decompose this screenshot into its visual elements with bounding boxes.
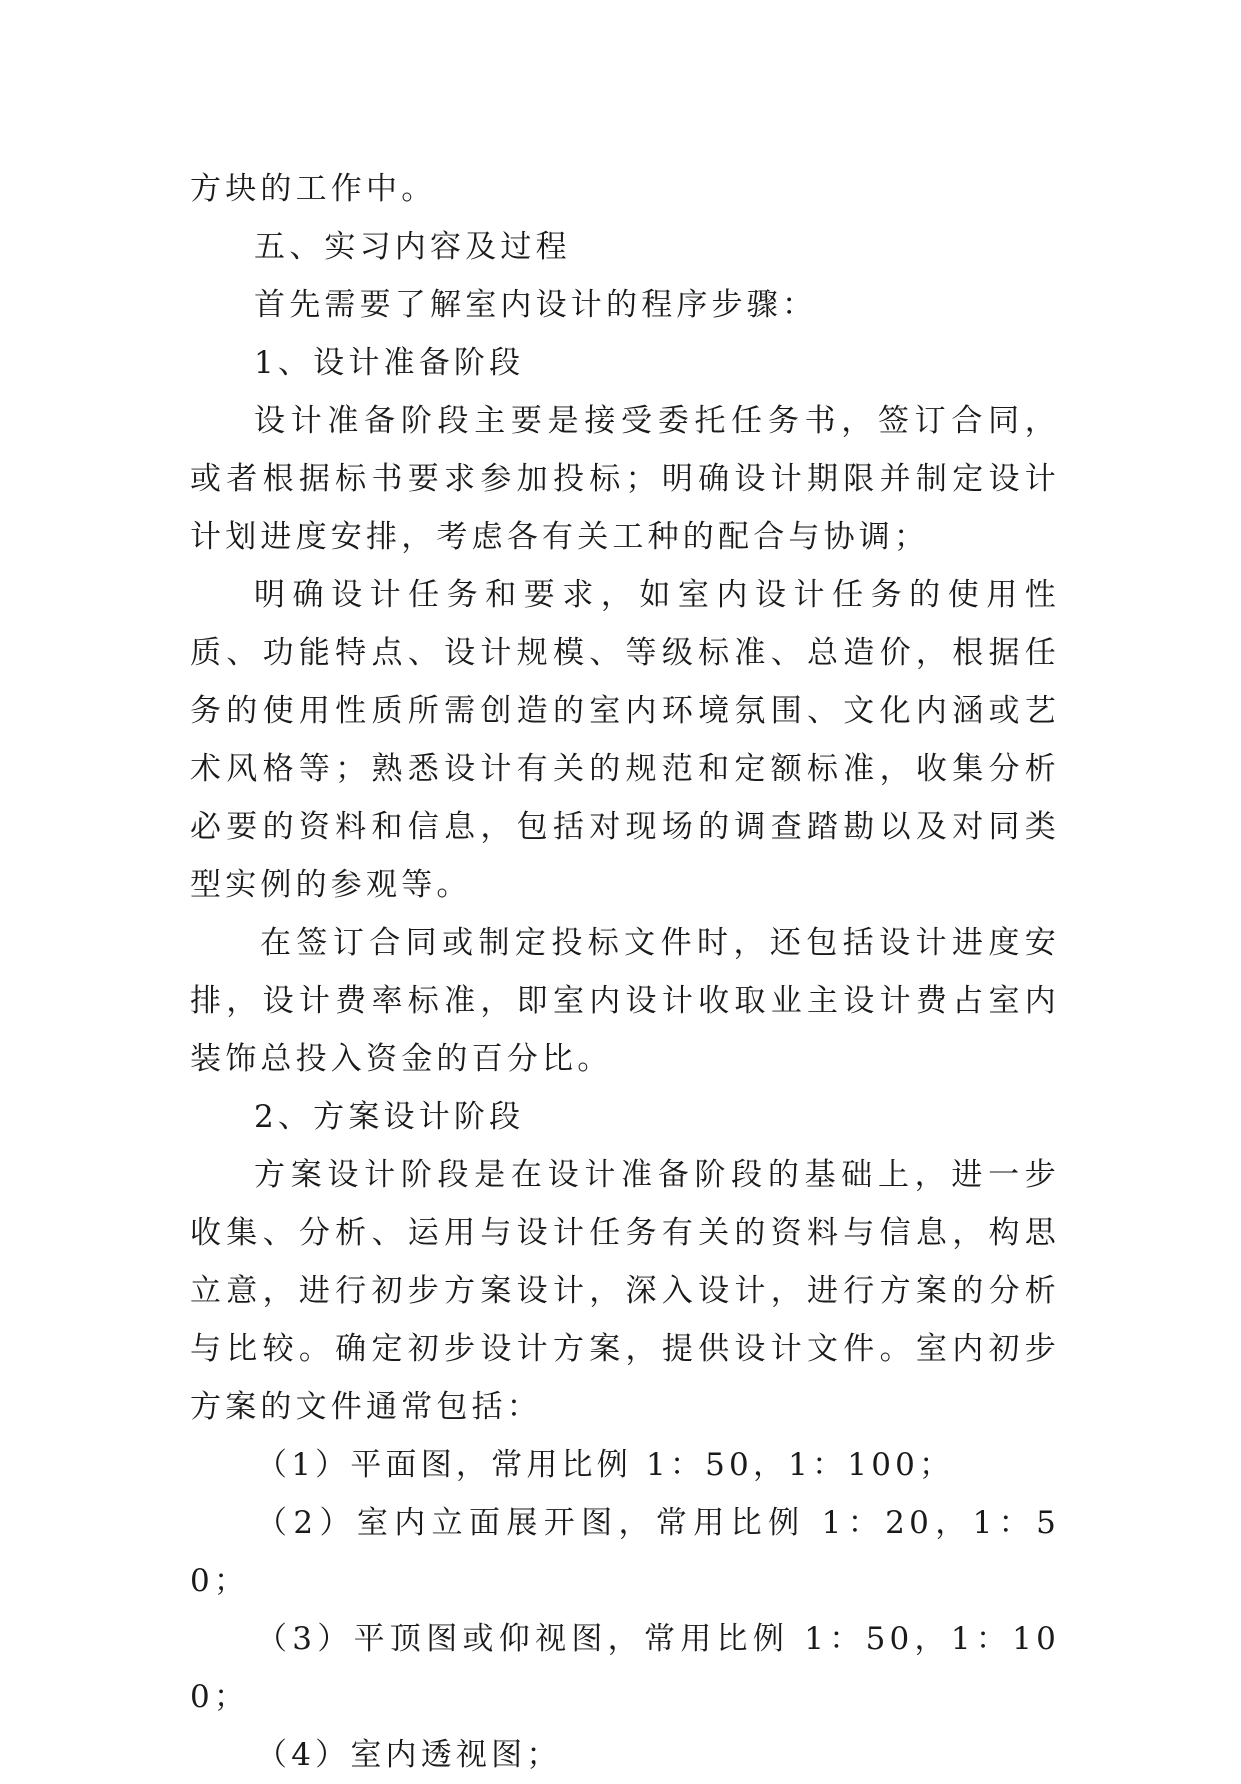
list-item: （2）室内立面展开图，常用比例 1：20，1：50； bbox=[190, 1505, 1060, 1599]
subheading-scheme-stage: 2、方案设计阶段 bbox=[254, 1099, 525, 1135]
subheading-preparation-stage: 1、设计准备阶段 bbox=[254, 345, 525, 381]
paragraph-preparation-3: 在签订合同或制定投标文件时，还包括设计进度安排，设计费率标准，即室内设计收取业主设计费占室内装饰总投入资金的百分比。 bbox=[190, 925, 1060, 1077]
paragraph-intro: 首先需要了解室内设计的程序步骤： bbox=[254, 287, 818, 323]
paragraph-preparation-2: 明确设计任务和要求，如室内设计任务的使用性质、功能特点、设计规模、等级标准、总造价，根据任务的使用性质所需创造的室内环境氛围、文化内涵或艺术风格等；熟悉设计有关的规范和定额标准，收集分析必要的资料和信息，包括对现场的调查踏勘以及对同类型实例的参观等。 bbox=[190, 577, 1060, 903]
paragraph-scheme-1: 方案设计阶段是在设计准备阶段的基础上，进一步收集、分析、运用与设计任务有关的资料与信息，构思立意，进行初步方案设计，深入设计，进行方案的分析与比较。确定初步设计方案，提供设计文件。室内初步方案的文件通常包括： bbox=[190, 1157, 1060, 1425]
section-heading: 五、实习内容及过程 bbox=[254, 229, 571, 265]
list-item: （4）室内透视图； bbox=[256, 1737, 562, 1773]
list-item: （1）平面图，常用比例 1：50，1：100； bbox=[256, 1447, 955, 1483]
list-item: （3）平顶图或仰视图，常用比例 1：50，1：100； bbox=[190, 1621, 1060, 1715]
document-body bbox=[190, 160, 1060, 1784]
paragraph-continuation: 方块的工作中。 bbox=[190, 171, 437, 207]
paragraph-preparation-1: 设计准备阶段主要是接受委托任务书，签订合同，或者根据标书要求参加投标；明确设计期限并制定设计计划进度安排，考虑各有关工种的配合与协调； bbox=[190, 403, 1060, 555]
